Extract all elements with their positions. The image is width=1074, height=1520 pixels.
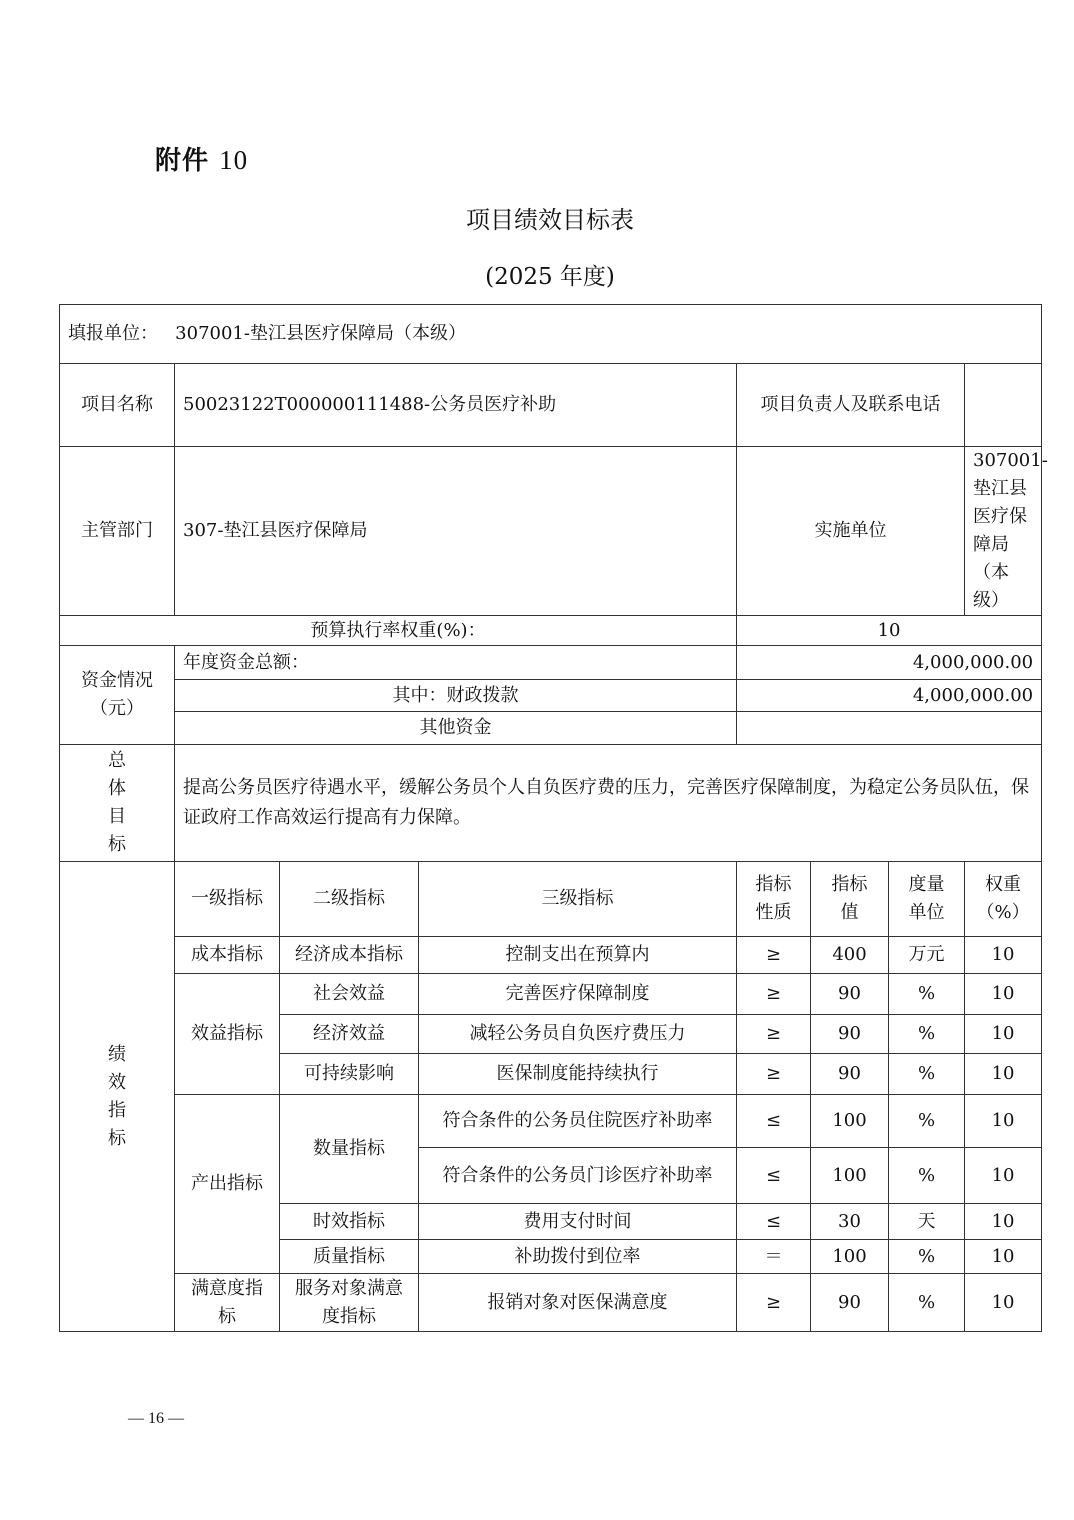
- funds-fiscal-label: 其中：财政拨款: [175, 680, 737, 712]
- row-nature: ≥: [737, 937, 811, 974]
- funds-total-value: 4,000,000.00: [737, 646, 1042, 680]
- header-weight: [965, 862, 1042, 937]
- row-weight: 10: [965, 1054, 1042, 1095]
- fill-unit-value: 307001-垫江县医疗保障局（本级）: [175, 323, 466, 344]
- project-name-value: 50023122T000000111488-公务员医疗补助: [175, 364, 737, 447]
- header-value: [811, 862, 889, 937]
- header-weight-line: 权重: [985, 874, 1022, 895]
- row-value: 90: [811, 1274, 889, 1332]
- row-weight: 10: [965, 1015, 1042, 1054]
- contact-label: 项目负责人及联系电话: [760, 394, 941, 415]
- header-unit-line: 单位: [908, 902, 945, 923]
- indicator-section-label: [60, 862, 175, 1332]
- header-unit: [889, 862, 965, 937]
- header-unit-line: 度量: [908, 874, 945, 895]
- row-weight: 10: [965, 974, 1042, 1015]
- goal-row: [60, 745, 1042, 862]
- header-nature: [737, 862, 811, 937]
- subgroup-satisfaction-line: 度指标: [322, 1305, 376, 1327]
- group-satisfaction-line: 满意度指: [191, 1277, 263, 1299]
- header-level2: 二级指标: [280, 862, 419, 937]
- impl-value: 307001-垫江县医疗保障局（本级）: [965, 447, 1042, 616]
- indicator-header-row: [60, 862, 1042, 937]
- fill-unit-label: 填报单位：: [68, 323, 158, 344]
- row-level2: 质量指标: [280, 1240, 419, 1274]
- row-value: 100: [811, 1148, 889, 1204]
- row-nature: ≤: [737, 1095, 811, 1148]
- project-name-label: 项目名称: [60, 364, 175, 447]
- row-weight: 10: [965, 1240, 1042, 1274]
- row-nature: ≥: [737, 1015, 811, 1054]
- row-value: 100: [811, 1095, 889, 1148]
- row-unit: %: [889, 1240, 965, 1274]
- row-value: 30: [811, 1204, 889, 1240]
- funds-other-label: 其他资金: [175, 712, 737, 745]
- header-value-line: 值: [840, 902, 859, 923]
- group-output: 产出指标: [175, 1095, 280, 1274]
- funds-label: 资金情况（元）: [60, 646, 175, 745]
- row-nature: ≥: [737, 1274, 811, 1332]
- row-value: 400: [811, 937, 889, 974]
- row-nature: ≥: [737, 974, 811, 1015]
- group-benefit: 效益指标: [175, 974, 280, 1095]
- row-weight: 10: [965, 1204, 1042, 1240]
- row-level3: 符合条件的公务员门诊医疗补助率: [419, 1148, 737, 1204]
- budget-weight-value: 10: [737, 616, 1042, 646]
- row-level3: 减轻公务员自负医疗费压力: [419, 1015, 737, 1054]
- table-row: [60, 1095, 1042, 1148]
- attachment-number: 10: [219, 145, 249, 175]
- header-nature-line: 指标: [755, 874, 792, 895]
- row-level3: 费用支付时间: [419, 1204, 737, 1240]
- fill-unit-row: [60, 305, 1042, 364]
- indicator-label-char: 绩: [108, 1043, 126, 1065]
- row-value: 90: [811, 1054, 889, 1095]
- header-nature-line: 性质: [755, 902, 792, 923]
- impl-label: 实施单位: [737, 447, 965, 616]
- goal-label-char: 目: [108, 806, 126, 827]
- header-weight-line: （%）: [976, 902, 1030, 923]
- row-level3: 控制支出在预算内: [419, 937, 737, 974]
- row-unit: %: [889, 1095, 965, 1148]
- group-cost: 成本指标: [175, 937, 280, 974]
- goal-text: 提高公务员医疗待遇水平，缓解公务员个人自负医疗费的压力，完善医疗保障制度，为稳定公务员队伍，保证政府工作高效运行提高有力保障。: [175, 745, 1042, 862]
- indicator-label-char: 指: [108, 1099, 126, 1121]
- row-level3: 补助拨付到位率: [419, 1240, 737, 1274]
- indicator-label-char: 效: [108, 1071, 126, 1093]
- table-row: [60, 1274, 1042, 1332]
- group-satisfaction-line: 标: [218, 1305, 236, 1327]
- row-level3: 符合条件的公务员住院医疗补助率: [419, 1095, 737, 1148]
- subgroup-satisfaction: [280, 1274, 419, 1332]
- project-name-row: [60, 364, 1042, 447]
- performance-table: [59, 304, 1048, 1332]
- row-nature: ≥: [737, 1054, 811, 1095]
- indicator-label-char: 标: [108, 1127, 126, 1149]
- header-level1: 一级指标: [175, 862, 280, 937]
- row-level3: 医保制度能持续执行: [419, 1054, 737, 1095]
- contact-label-cell: [737, 364, 965, 447]
- row-unit: %: [889, 1054, 965, 1095]
- goal-label-char: 体: [108, 778, 126, 799]
- row-unit: 万元: [889, 937, 965, 974]
- funds-fiscal-row: [60, 680, 1042, 712]
- header-value-line: 指标: [831, 874, 868, 895]
- row-weight: 10: [965, 1148, 1042, 1204]
- row-nature: ≤: [737, 1148, 811, 1204]
- subgroup-quantity: 数量指标: [280, 1095, 419, 1204]
- budget-weight-row: [60, 616, 1042, 646]
- contact-value: [965, 364, 1042, 447]
- row-unit: %: [889, 974, 965, 1015]
- row-value: 90: [811, 1015, 889, 1054]
- attachment-word: 附件: [155, 146, 210, 176]
- funds-total-row: [60, 646, 1042, 680]
- attachment-label: [155, 140, 248, 177]
- row-level2: 经济效益: [280, 1015, 419, 1054]
- page-title: 项目绩效目标表: [466, 206, 634, 234]
- goal-label: [60, 745, 175, 862]
- funds-other-value: [737, 712, 1042, 745]
- dept-value: 307-垫江县医疗保障局: [175, 447, 737, 616]
- subgroup-satisfaction-line: 服务对象满意: [295, 1277, 403, 1299]
- funds-total-label: 年度资金总额：: [175, 646, 737, 680]
- row-unit: 天: [889, 1204, 965, 1240]
- row-nature: ≤: [737, 1204, 811, 1240]
- row-unit: %: [889, 1015, 965, 1054]
- dept-label: 主管部门: [60, 447, 175, 616]
- row-level2: 社会效益: [280, 974, 419, 1015]
- row-unit: %: [889, 1274, 965, 1332]
- row-level2: 时效指标: [280, 1204, 419, 1240]
- row-weight: 10: [965, 1095, 1042, 1148]
- header-level3: 三级指标: [419, 862, 737, 937]
- fill-unit-cell: [60, 305, 1042, 364]
- row-weight: 10: [965, 937, 1042, 974]
- funds-other-row: [60, 712, 1042, 745]
- page-number: — 16 —: [128, 1410, 184, 1427]
- row-level2: 可持续影响: [280, 1054, 419, 1095]
- row-value: 90: [811, 974, 889, 1015]
- goal-label-char: 总: [108, 750, 126, 771]
- table-row: [60, 937, 1042, 974]
- budget-weight-label: 预算执行率权重(%)：: [60, 616, 737, 646]
- row-value: 100: [811, 1240, 889, 1274]
- row-unit: %: [889, 1148, 965, 1204]
- group-satisfaction: [175, 1274, 280, 1332]
- row-level3: 完善医疗保障制度: [419, 974, 737, 1015]
- dept-row: [60, 447, 1042, 616]
- row-level2: 经济成本指标: [280, 937, 419, 974]
- row-level3: 报销对象对医保满意度: [419, 1274, 737, 1332]
- goal-label-char: 标: [108, 834, 126, 855]
- table-row: [60, 974, 1042, 1015]
- row-weight: 10: [965, 1274, 1042, 1332]
- row-nature: ＝: [737, 1240, 811, 1274]
- funds-fiscal-value: 4,000,000.00: [737, 680, 1042, 712]
- page-subtitle: (2025 年度): [485, 264, 615, 290]
